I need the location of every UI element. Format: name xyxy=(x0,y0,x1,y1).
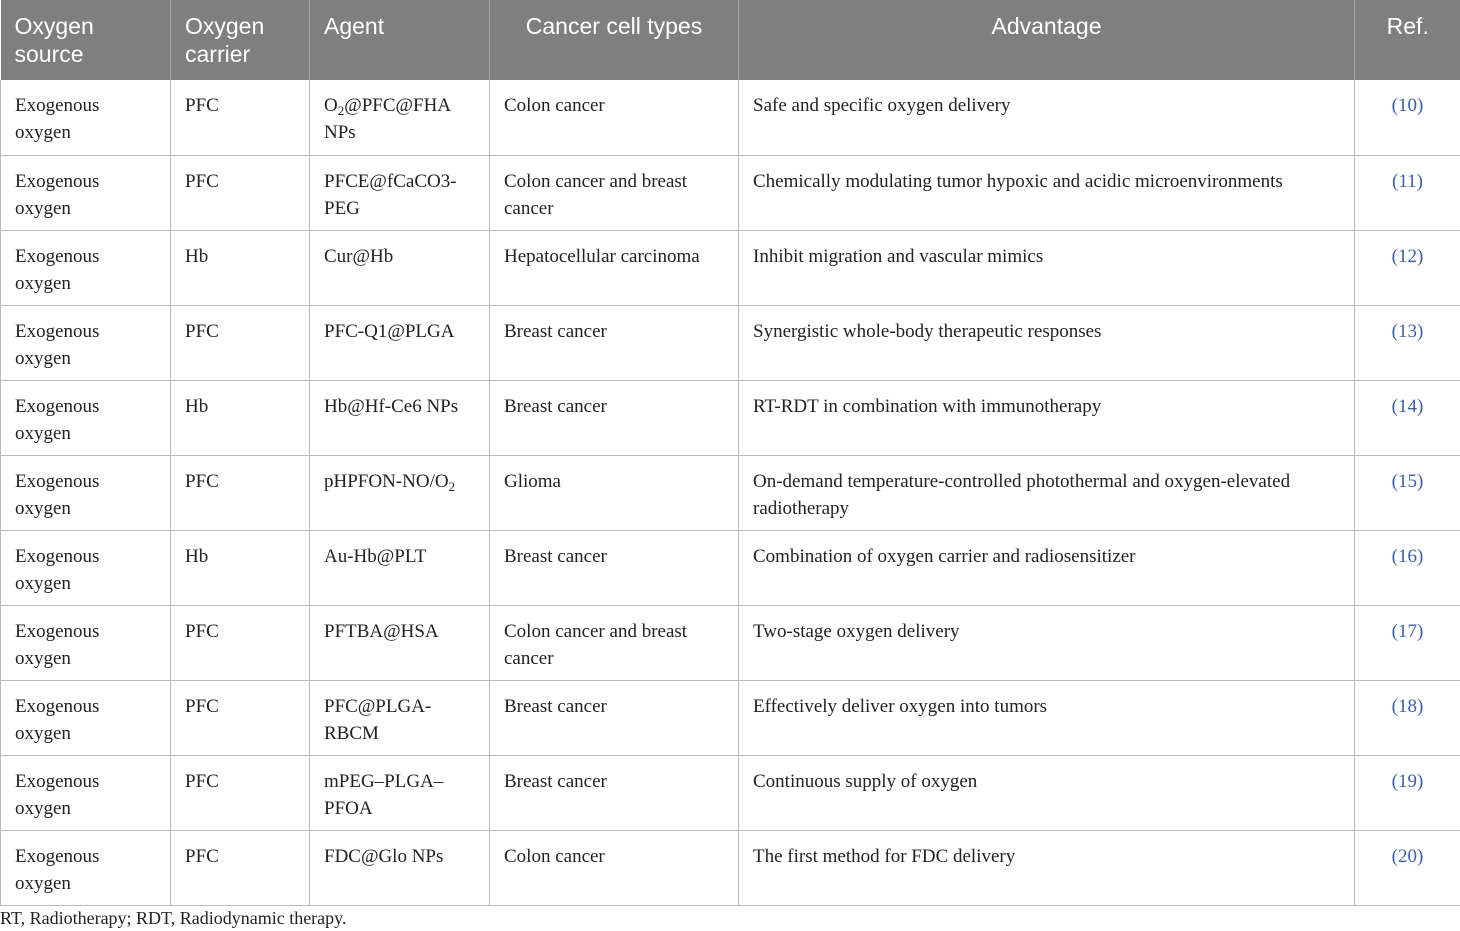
ref-link[interactable]: (15) xyxy=(1391,470,1424,492)
cell-agent: PFC-Q1@PLGA xyxy=(310,305,490,380)
cell-oxygen-carrier: PFC xyxy=(171,455,310,530)
ref-link[interactable]: (16) xyxy=(1391,545,1424,567)
cell-advantage: Chemically modulating tumor hypoxic and acidic microenvironments xyxy=(739,155,1355,230)
cell-cancer-type: Colon cancer and breast cancer xyxy=(490,605,739,680)
cell-agent: Au-Hb@PLT xyxy=(310,530,490,605)
cell-advantage: Safe and specific oxygen delivery xyxy=(739,80,1355,155)
cell-oxygen-source: Exogenous oxygen xyxy=(1,230,171,305)
cell-ref xyxy=(1355,80,1460,155)
cell-advantage: RT-RDT in combination with immunotherapy xyxy=(739,380,1355,455)
cell-agent: Cur@Hb xyxy=(310,230,490,305)
cell-oxygen-source: Exogenous oxygen xyxy=(1,455,171,530)
cell-cancer-type: Breast cancer xyxy=(490,380,739,455)
cell-oxygen-carrier: PFC xyxy=(171,155,310,230)
table-row xyxy=(1,230,1460,305)
table-row xyxy=(1,455,1460,530)
header-row xyxy=(1,0,1460,80)
cell-ref xyxy=(1355,380,1460,455)
cell-ref xyxy=(1355,305,1460,380)
ref-link[interactable]: (19) xyxy=(1391,770,1424,792)
cell-cancer-type: Breast cancer xyxy=(490,755,739,830)
cell-agent: PFTBA@HSA xyxy=(310,605,490,680)
table-row xyxy=(1,80,1460,155)
table-header xyxy=(1,0,1460,80)
header-cancer-cell-types: Cancer cell types xyxy=(490,0,739,80)
cell-ref xyxy=(1355,455,1460,530)
cell-cancer-type: Breast cancer xyxy=(490,530,739,605)
cell-oxygen-carrier: Hb xyxy=(171,230,310,305)
header-oxygen-source: Oxygen source xyxy=(1,0,171,80)
cell-oxygen-source: Exogenous oxygen xyxy=(1,380,171,455)
cell-agent: PFC@PLGA-RBCM xyxy=(310,680,490,755)
cell-agent: PFCE@fCaCO3-PEG xyxy=(310,155,490,230)
cell-ref xyxy=(1355,530,1460,605)
cell-oxygen-source: Exogenous oxygen xyxy=(1,80,171,155)
ref-link[interactable]: (10) xyxy=(1391,95,1424,116)
cell-ref xyxy=(1355,230,1460,305)
cell-oxygen-source: Exogenous oxygen xyxy=(1,530,171,605)
cell-advantage: On-demand temperature-controlled photothermal and oxygen-elevated radiotherapy xyxy=(739,455,1355,530)
table-footnote: RT, Radiotherapy; RDT, Radiodynamic therapy. xyxy=(0,908,347,928)
cell-ref xyxy=(1355,755,1460,830)
cell-cancer-type: Colon cancer and breast cancer xyxy=(490,155,739,230)
ref-link[interactable]: (18) xyxy=(1391,695,1424,717)
ref-link[interactable]: (12) xyxy=(1391,245,1424,267)
ref-link[interactable]: (20) xyxy=(1391,845,1424,867)
cell-oxygen-carrier: PFC xyxy=(171,755,310,830)
table-row xyxy=(1,380,1460,455)
header-agent: Agent xyxy=(310,0,490,80)
table-body xyxy=(1,80,1460,905)
header-ref: Ref. xyxy=(1355,0,1460,80)
ref-link[interactable]: (13) xyxy=(1391,320,1424,342)
table-row xyxy=(1,680,1460,755)
cell-advantage: Continuous supply of oxygen xyxy=(739,755,1355,830)
table-row xyxy=(1,830,1460,905)
ref-link[interactable]: (17) xyxy=(1391,620,1424,642)
cell-ref xyxy=(1355,680,1460,755)
cell-agent: $O_2@PFC@FHA$ NPs xyxy=(310,80,490,155)
table-row xyxy=(1,755,1460,830)
cell-oxygen-carrier: Hb xyxy=(171,530,310,605)
cell-oxygen-carrier: PFC xyxy=(171,80,310,155)
cell-oxygen-source: Exogenous oxygen xyxy=(1,755,171,830)
cell-advantage: The first method for FDC delivery xyxy=(739,830,1355,905)
cell-advantage: Combination of oxygen carrier and radiosensitizer xyxy=(739,530,1355,605)
cell-oxygen-carrier: PFC xyxy=(171,680,310,755)
cell-advantage: Effectively deliver oxygen into tumors xyxy=(739,680,1355,755)
table-row xyxy=(1,530,1460,605)
cell-cancer-type: Hepatocellular carcinoma xyxy=(490,230,739,305)
cell-cancer-type: Colon cancer xyxy=(490,830,739,905)
header-oxygen-carrier: Oxygen carrier xyxy=(171,0,310,80)
cell-advantage: Two-stage oxygen delivery xyxy=(739,605,1355,680)
cell-agent: pHPFON-$NO/O_2$ xyxy=(310,455,490,530)
cell-ref xyxy=(1355,605,1460,680)
cell-oxygen-carrier: PFC xyxy=(171,305,310,380)
cell-cancer-type: Colon cancer xyxy=(490,80,739,155)
ref-link[interactable]: (14) xyxy=(1391,395,1424,417)
cell-agent: Hb@Hf-Ce6 NPs xyxy=(310,380,490,455)
cell-ref xyxy=(1355,830,1460,905)
table-row xyxy=(1,605,1460,680)
cell-oxygen-source: Exogenous oxygen xyxy=(1,305,171,380)
table-row xyxy=(1,155,1460,230)
ref-link[interactable]: (11) xyxy=(1392,170,1423,192)
cell-cancer-type: Breast cancer xyxy=(490,680,739,755)
cell-advantage: Inhibit migration and vascular mimics xyxy=(739,230,1355,305)
table-row xyxy=(1,305,1460,380)
cell-oxygen-source: Exogenous oxygen xyxy=(1,830,171,905)
cell-oxygen-carrier: PFC xyxy=(171,830,310,905)
cell-ref xyxy=(1355,155,1460,230)
cell-advantage: Synergistic whole-body therapeutic responses xyxy=(739,305,1355,380)
cell-cancer-type: Breast cancer xyxy=(490,305,739,380)
header-advantage: Advantage xyxy=(739,0,1355,80)
cell-agent: mPEG–PLGA–PFOA xyxy=(310,755,490,830)
cell-oxygen-source: Exogenous oxygen xyxy=(1,155,171,230)
cell-oxygen-source: Exogenous oxygen xyxy=(1,605,171,680)
cell-oxygen-source: Exogenous oxygen xyxy=(1,680,171,755)
cell-oxygen-carrier: PFC xyxy=(171,605,310,680)
cell-agent: FDC@Glo NPs xyxy=(310,830,490,905)
cell-cancer-type: Glioma xyxy=(490,455,739,530)
cell-oxygen-carrier: Hb xyxy=(171,380,310,455)
